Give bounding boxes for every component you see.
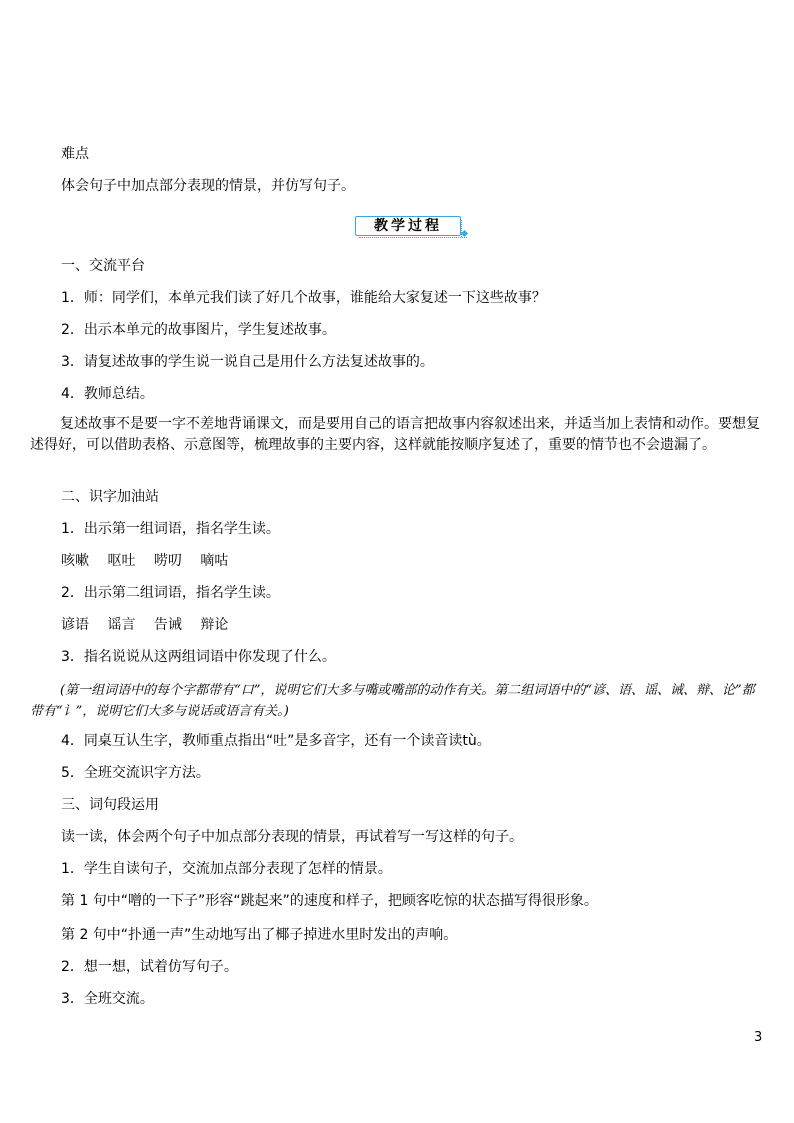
list-item: 1．师：同学们，本单元我们读了好几个故事，谁能给大家复述一下这些故事？	[61, 290, 546, 306]
word-group-2	[61, 616, 242, 634]
section-title: 教学过程	[355, 216, 461, 236]
part2-heading: 二、识字加油站	[61, 489, 159, 505]
list-item: 3．请复述故事的学生说一说自己是用什么方法复述故事的。	[61, 354, 434, 370]
word: 告诫	[153, 617, 182, 633]
badge-border-decoration	[359, 237, 467, 238]
word: 谚语	[61, 617, 89, 633]
difficulty-text: 体会句子中加点部分表现的情景，并仿写句子。	[61, 178, 355, 194]
word: 咳嗽	[61, 553, 89, 569]
list-item: 2．想一想，试着仿写句子。	[61, 959, 238, 975]
word: 辩论	[200, 617, 229, 633]
list-item: 2．出示本单元的故事图片，学生复述故事。	[61, 322, 336, 338]
summary-paragraph: 复述故事不是要一字不差地背诵课文，而是要用自己的语言把故事内容叙述出来，并适当加上表情和动作。要想复述得好，可以借助表格、示意图等，梳理故事的主要内容，这样就能按顺序复述了，重要的情节也不会遗漏了。	[30, 416, 760, 453]
word: 唠叨	[153, 553, 182, 569]
difficulty-heading: 难点	[61, 146, 89, 162]
word-group-1	[61, 552, 242, 570]
list-item: 4．同桌互认生字，教师重点指出“吐”是多音字，还有一个读音读tù。	[61, 733, 491, 749]
section-badge	[355, 216, 467, 238]
word: 呕吐	[107, 553, 136, 569]
answer-note: (第一组词语中的每个字都带有“口”，说明它们大多与嘴或嘴部的动作有关。第二组词语中的“谚、语、谣、诫、辩、论”都带有“讠”，说明它们大多与说话或语言有关。)	[30, 683, 755, 719]
list-item: 1．学生自读句子，交流加点部分表现了怎样的情景。	[61, 861, 392, 877]
part3-heading: 三、词句段运用	[61, 797, 159, 813]
sentence-explanation: 第 2 句中“扑通一声”生动地写出了椰子掉进水里时发出的声响。	[61, 927, 458, 943]
list-item: 5．全班交流识字方法。	[61, 765, 210, 781]
part3-intro: 读一读，体会两个句子中加点部分表现的情景，再试着写一写这样的句子。	[61, 829, 523, 845]
page-number: 3	[754, 1030, 763, 1045]
list-item: 3．全班交流。	[61, 991, 154, 1007]
badge-diamond-icon	[461, 230, 468, 237]
list-item: 4．教师总结。	[61, 386, 154, 402]
list-item: 2．出示第二组词语，指名学生读。	[61, 585, 280, 601]
part1-heading: 一、交流平台	[61, 258, 145, 274]
list-item: 3．指名说说从这两组词语中你发现了什么。	[61, 649, 336, 665]
word: 谣言	[107, 617, 136, 633]
sentence-explanation: 第 1 句中“噌的一下子”形容“跳起来”的速度和样子，把顾客吃惊的状态描写得很形象。	[61, 893, 598, 909]
word: 嘀咕	[200, 553, 229, 569]
list-item: 1．出示第一组词语，指名学生读。	[61, 521, 280, 537]
